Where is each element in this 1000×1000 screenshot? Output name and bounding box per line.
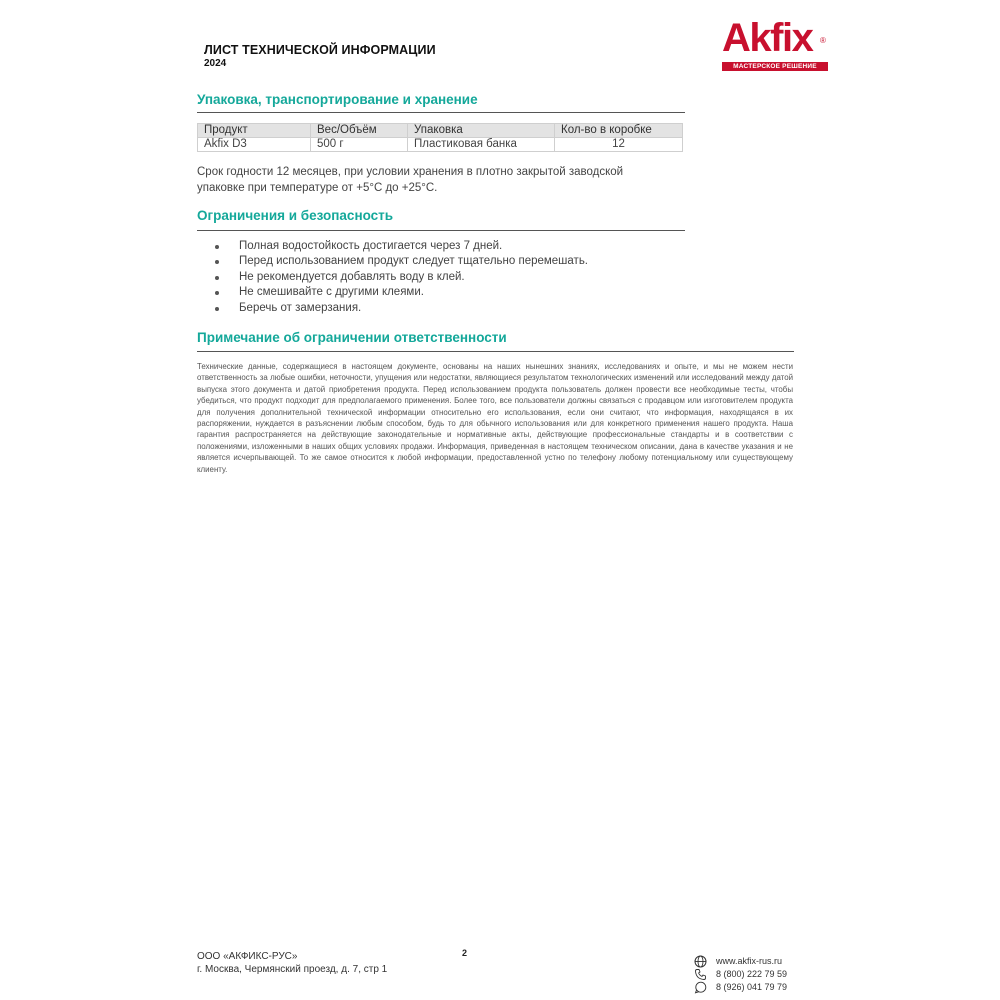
list-item-text: Беречь от замерзания.	[239, 301, 362, 314]
table-cell: 500 г	[311, 138, 408, 152]
list-item-text: Перед использованием продукт следует тщательно перемешать.	[239, 255, 589, 268]
phone-row	[694, 968, 787, 981]
table-header-cell: Продукт	[198, 124, 311, 138]
table-header-cell: Упаковка	[408, 124, 555, 138]
packaging-heading: Упаковка, транспортирование и хранение	[197, 92, 478, 107]
list-item	[213, 239, 588, 254]
bullet-icon	[215, 307, 219, 311]
disclaimer-text: Технические данные, содержащиеся в настоящем документе, основаны на наших нынешних знаниях, исследованиях и опыте, и мы не можем нести ответственность за любые ошибки, неточности, упущения или недостатки, являющиеся результатом технологических изменений или исследований между датой выпуска этого документа и датой приобретения продукта. Перед использованием продукта пользователь должен провести все необходимые тесты, чтобы убедиться, что продукт подходит для предполагаемого применения. Более того, все пользователи должны связаться с продавцом или изготовителем продукта для получения дополнительной технической информации относительно его использования, если они считают, что информация, находящаяся в их распоряжении, нуждается в разъяснении любым способом, будь то для обычного использования или для конкретного применения нашего продукта. Наша гарантия распространяется на действующие законодательные и нормативные акты, действующие профессиональные стандарты и в соответствии с положениями, изложенными в наших общих условиях продажи. Информация, приведенная в настоящем техническом описании, дана в качестве указания и не является исчерпывающей. То же самое относится к любой информации, предоставленной устно по телефону любому потенциальному или существующему клиенту.	[197, 362, 793, 474]
page-number: 2	[462, 948, 468, 958]
globe-icon	[694, 955, 707, 968]
packaging-heading-rule	[197, 112, 685, 113]
logo-tagline: МАСТЕРСКОЕ РЕШЕНИЕ	[733, 63, 817, 70]
table-header-cell: Вес/Объём	[311, 124, 408, 138]
disclaimer-heading-rule	[197, 351, 794, 352]
akfix-logo	[722, 16, 828, 72]
table-header-row	[198, 124, 683, 138]
whatsapp-row	[694, 981, 787, 994]
bullet-icon	[215, 260, 219, 264]
table-cell: Akfix D3	[198, 138, 311, 152]
disclaimer-heading: Примечание об ограничении ответственности	[197, 330, 507, 345]
website-row	[694, 955, 787, 968]
table-cell: 12	[555, 138, 683, 152]
contacts-block	[694, 955, 787, 994]
whatsapp-icon	[694, 981, 707, 994]
company-info	[197, 950, 387, 976]
safety-heading-rule	[197, 230, 685, 231]
logo-wordmark: Akfix	[722, 16, 813, 60]
list-item-text: Полная водостойкость достигается через 7 дней.	[239, 240, 503, 252]
document-title: ЛИСТ ТЕХНИЧЕСКОЙ ИНФОРМАЦИИ	[204, 43, 436, 57]
safety-list	[213, 239, 588, 316]
bullet-icon	[215, 291, 219, 295]
list-item	[213, 270, 588, 285]
safety-heading: Ограничения и безопасность	[197, 208, 394, 223]
whatsapp-link[interactable]: 8 (926) 041 79 79	[716, 982, 788, 992]
logo-registered-mark: ®	[820, 36, 826, 45]
list-item-text: Не рекомендуется добавлять воду в клей.	[239, 270, 465, 283]
list-item	[213, 254, 588, 269]
website-link[interactable]: www.akfix-rus.ru	[716, 956, 783, 966]
table-row	[198, 138, 683, 152]
table-cell: Пластиковая банка	[408, 138, 555, 152]
company-name: ООО «АКФИКС-РУС»	[197, 951, 298, 962]
table-header-cell: Кол-во в коробке	[555, 124, 683, 138]
phone-link[interactable]: 8 (800) 222 79 59	[716, 969, 788, 979]
company-address: г. Москва, Чермянский проезд, д. 7, стр 1	[197, 964, 388, 975]
storage-text: Срок годности 12 месяцев, при условии хранения в плотно закрытой заводской упаковке при температуре от +5°С до +25°С.	[197, 166, 624, 194]
packaging-table	[197, 123, 683, 152]
list-item	[213, 285, 588, 300]
list-item-text: Не смешивайте с другими клеями.	[239, 286, 424, 299]
bullet-icon	[215, 276, 219, 280]
phone-icon	[694, 968, 707, 981]
list-item	[213, 301, 588, 316]
bullet-icon	[215, 245, 219, 249]
document-year: 2024	[204, 58, 227, 69]
